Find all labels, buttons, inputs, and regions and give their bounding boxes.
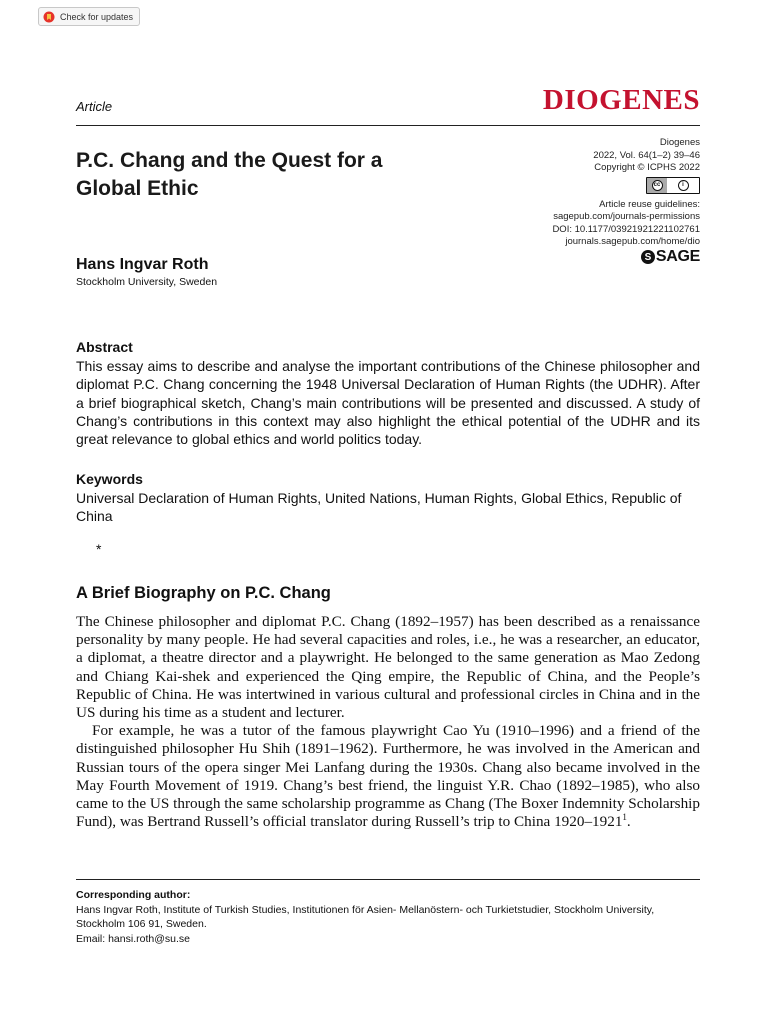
corresponding-author-address: Hans Ingvar Roth, Institute of Turkish Studies, Institutionen för Asien- Mellanöstern- och Turkietstudier, Stockholm University, Stockholm 106 91, Sweden. <box>76 903 655 930</box>
check-for-updates-label: Check for updates <box>60 11 134 22</box>
cc-by-icon[interactable]: cc i <box>646 177 700 194</box>
bookmark-ribbon-icon <box>43 11 55 23</box>
journal-metadata <box>552 137 700 249</box>
paper-title <box>76 147 496 203</box>
check-for-updates-button[interactable] <box>38 7 140 26</box>
volume-info: 2022, Vol. 64(1–2) 39–46 <box>593 149 700 161</box>
abstract-text: This essay aims to describe and analyse the important contributions of the Chinese philosopher and diplomat P.C. Chang concerning the 1948 Universal Declaration of Human Rights (the UDHR). After a brief biographical sketch, Chang’s main contributions will be presented and discussed. A study of Chang’s contributions in this context may also highlight the ethical potential of the UDHR and its great relevance to global ethics and world politics today. <box>76 358 700 448</box>
reuse-guidelines-label: Article reuse guidelines: <box>599 198 700 210</box>
body-text <box>76 613 700 831</box>
footnote-divider <box>76 879 700 880</box>
publisher-logo <box>641 248 700 266</box>
copyright-line: Copyright © ICPHS 2022 <box>594 162 700 173</box>
doi-link[interactable]: DOI: 10.1177/03921921221102761 <box>552 223 700 235</box>
body-paragraph-2-end: . <box>626 813 631 831</box>
body-paragraph-2 <box>76 722 700 831</box>
corresponding-author-heading: Corresponding author: <box>76 889 191 901</box>
body-paragraph-2-text: For example, he was a tutor of the famous playwright Cao Yu (1910–1996) and a friend of the distinguished philosopher Hu Shih (1891–1962). Furthermore, he was involved in the American and Russian tours of the opera singer Mei Lanfang during the 1930s. Chang also became involved in the May Fourth Movement of 1919. Chang’s best friend, the linguist Y.R. Chao (1892–1985), who also came to the US through the same scholarship programme as Chang (The Boxer Indemnity Scholarship Fund), was Bertrand Russell’s official translator during Russell’s trip to China 1920–1921 <box>76 722 700 831</box>
journal-home-link[interactable]: journals.sagepub.com/home/dio <box>565 236 700 247</box>
section-heading: A Brief Biography on P.C. Chang <box>76 584 331 602</box>
section-separator: * <box>96 541 102 557</box>
paper-title-line-1: P.C. Chang and the Quest for a <box>76 149 383 172</box>
sage-s-icon: S <box>641 250 655 264</box>
corresponding-author-note <box>76 888 700 946</box>
footnote-ref[interactable]: 1 <box>622 812 627 823</box>
publisher-name: SAGE <box>655 248 700 265</box>
header-divider <box>76 125 700 126</box>
paper-title-line-2: Global Ethic <box>76 177 199 200</box>
author-affiliation: Stockholm University, Sweden <box>76 276 218 288</box>
body-paragraph-1: The Chinese philosopher and diplomat P.C. Chang (1892–1957) has been described as a renaissance personality by many people. He had several capacities and roles, i.e., he was a researcher, an educator, a diplomat, a theatre director and a playwright. He belonged to the same generation as Mao Zedong and Chiang Kai-shek and experienced the Qing empire, the Republic of China, and the People’s Republic of China. He was intertwined in various cultural and professional circles in China and in the US during his time as a student and lecturer. <box>76 613 700 722</box>
permissions-link[interactable]: sagepub.com/journals-permissions <box>553 211 700 222</box>
abstract-heading: Abstract <box>76 339 133 355</box>
journal-logo: DIOGENES <box>542 84 700 116</box>
journal-name: Diogenes <box>659 137 700 148</box>
corresponding-author-email[interactable]: Email: hansi.roth@su.se <box>76 932 190 945</box>
author-name: Hans Ingvar Roth <box>76 256 209 273</box>
keywords-text: Universal Declaration of Human Rights, United Nations, Human Rights, Global Ethics, Republic of China <box>76 490 682 525</box>
article-type-label: Article <box>76 99 113 114</box>
keywords-heading: Keywords <box>76 471 143 487</box>
